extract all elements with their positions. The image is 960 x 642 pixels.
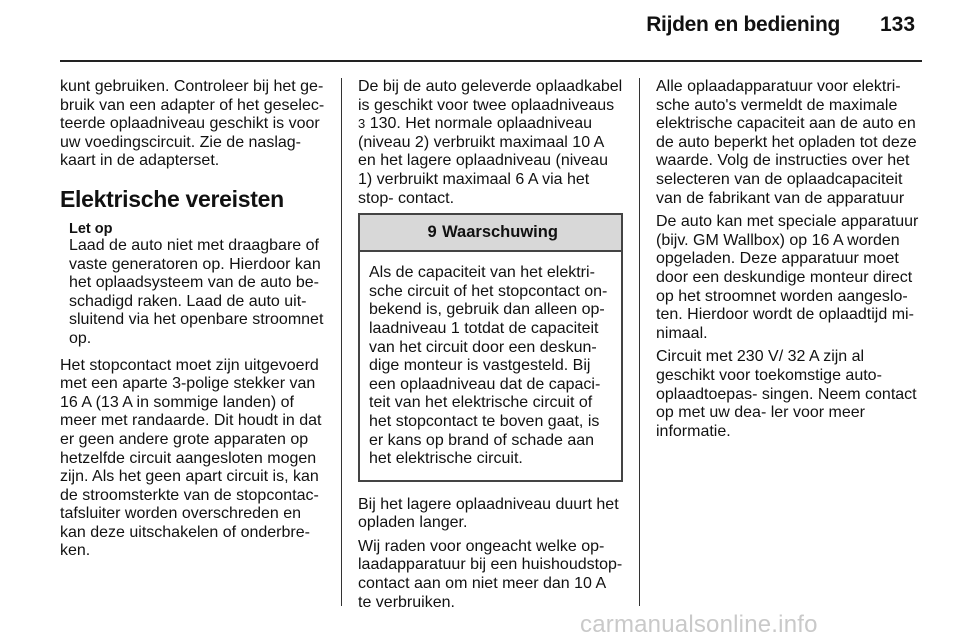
charging-cable-text-b: 130. Het normale oplaadniveau (niveau 2) verbruikt maximaal 10 A en het lagere oplaadniveau (niveau 1) verbruikt maximaal 6 A via het stop- contact. (358, 115, 608, 207)
charging-equipment-paragraph: Alle oplaadapparatuur voor elektri- sche auto's vermeldt de maximale elektrische capaciteit aan de auto en de auto beperkt het opladen tot deze waarde. Volg de instructies over het selecteren van de oplaadcapaciteit van de fabrikant van de apparatuur (656, 78, 917, 207)
page-number: 133 (880, 13, 916, 36)
circuit-paragraph: Circuit met 230 V/ 32 A zijn al geschikt voor toekomstige auto-oplaadtoepas- singen. Neem contact op met uw dea- ler voor meer informatie. (656, 348, 917, 440)
page-reference-arrow-icon: 3 (358, 116, 366, 132)
intro-paragraph: kunt gebruiken. Controleer bij het ge- bruik van een adapter of het geselec- teerde oplaadniveau geschikt is voor uw voedingscircuit. Zie de naslag- kaart in de adapterset. (60, 78, 325, 170)
column-2 (358, 78, 623, 617)
warning-header (360, 215, 621, 252)
lower-level-paragraph: Bij het lagere oplaadniveau duurt het opladen langer. (358, 495, 619, 532)
section-heading: Elektrische vereisten (60, 185, 284, 212)
charging-cable-text-a: De bij de auto geleverde oplaadkabel is geschikt voor twee oplaadniveaus (358, 78, 623, 114)
page-header-title: Rijden en bediening (646, 13, 840, 36)
note-text: Laad de auto niet met draagbare of vaste generatoren op. Hierdoor kan het oplaadsysteem van de auto be- schadigd raken. Laad de auto uit- sluitend via het openbare stroomnet op. (69, 236, 324, 347)
header-divider (60, 60, 922, 62)
warning-title: Waarschuwing (442, 223, 558, 242)
watermark: carmanualsonline.info (580, 611, 818, 638)
charging-cable-paragraph (358, 78, 623, 208)
caution-note (60, 221, 325, 349)
wallbox-paragraph: De auto kan met speciale apparatuur (bijv. GM Wallbox) op 16 A worden opgeladen. Deze apparatuur moet door een deskundige monteur direct op het stroomnet worden aangeslo- ten. Hierdoor wordt de oplaadtijd mi- nimaal. (656, 213, 919, 342)
note-title: Let op (69, 220, 113, 237)
warning-box (358, 213, 623, 482)
column-1 (60, 78, 325, 566)
warning-text: Als de capaciteit van het elektri- sche circuit of het stopcontact on- bekend is, gebruik dan alleen op- laadniveau 1 totdat de capaciteit van het circuit door een deskun- dige monteur is vastgesteld. Bij een oplaadniveau dat de capaci- teit van het elektrische circuit of het stopcontact te boven gaat, is er kans op brand of schade aan het elektrische circuit. (369, 264, 608, 468)
household-socket-paragraph: Wij raden voor ongeacht welke op- laadapparatuur bij een huishoudstop- contact aan om niet meer dan 10 A te verbruiken. (358, 537, 623, 611)
warning-triangle-icon: 9 (427, 223, 437, 242)
column-divider-1 (341, 78, 342, 606)
socket-requirements-paragraph: Het stopcontact moet zijn uitgevoerd met een aparte 3-polige stekker van 16 A (13 A in sommige landen) of meer met randaarde. Dit houdt in dat er geen andere grote apparaten op hetzelfde circuit aangesloten mogen zijn. Als het geen apart circuit is, kan de stroomsterkte van de stopcontac- tafsluiter worden overschreden en kan deze uitschakelen of onderbre- ken. (60, 356, 322, 560)
column-3 (656, 78, 922, 446)
column-divider-2 (639, 78, 640, 606)
